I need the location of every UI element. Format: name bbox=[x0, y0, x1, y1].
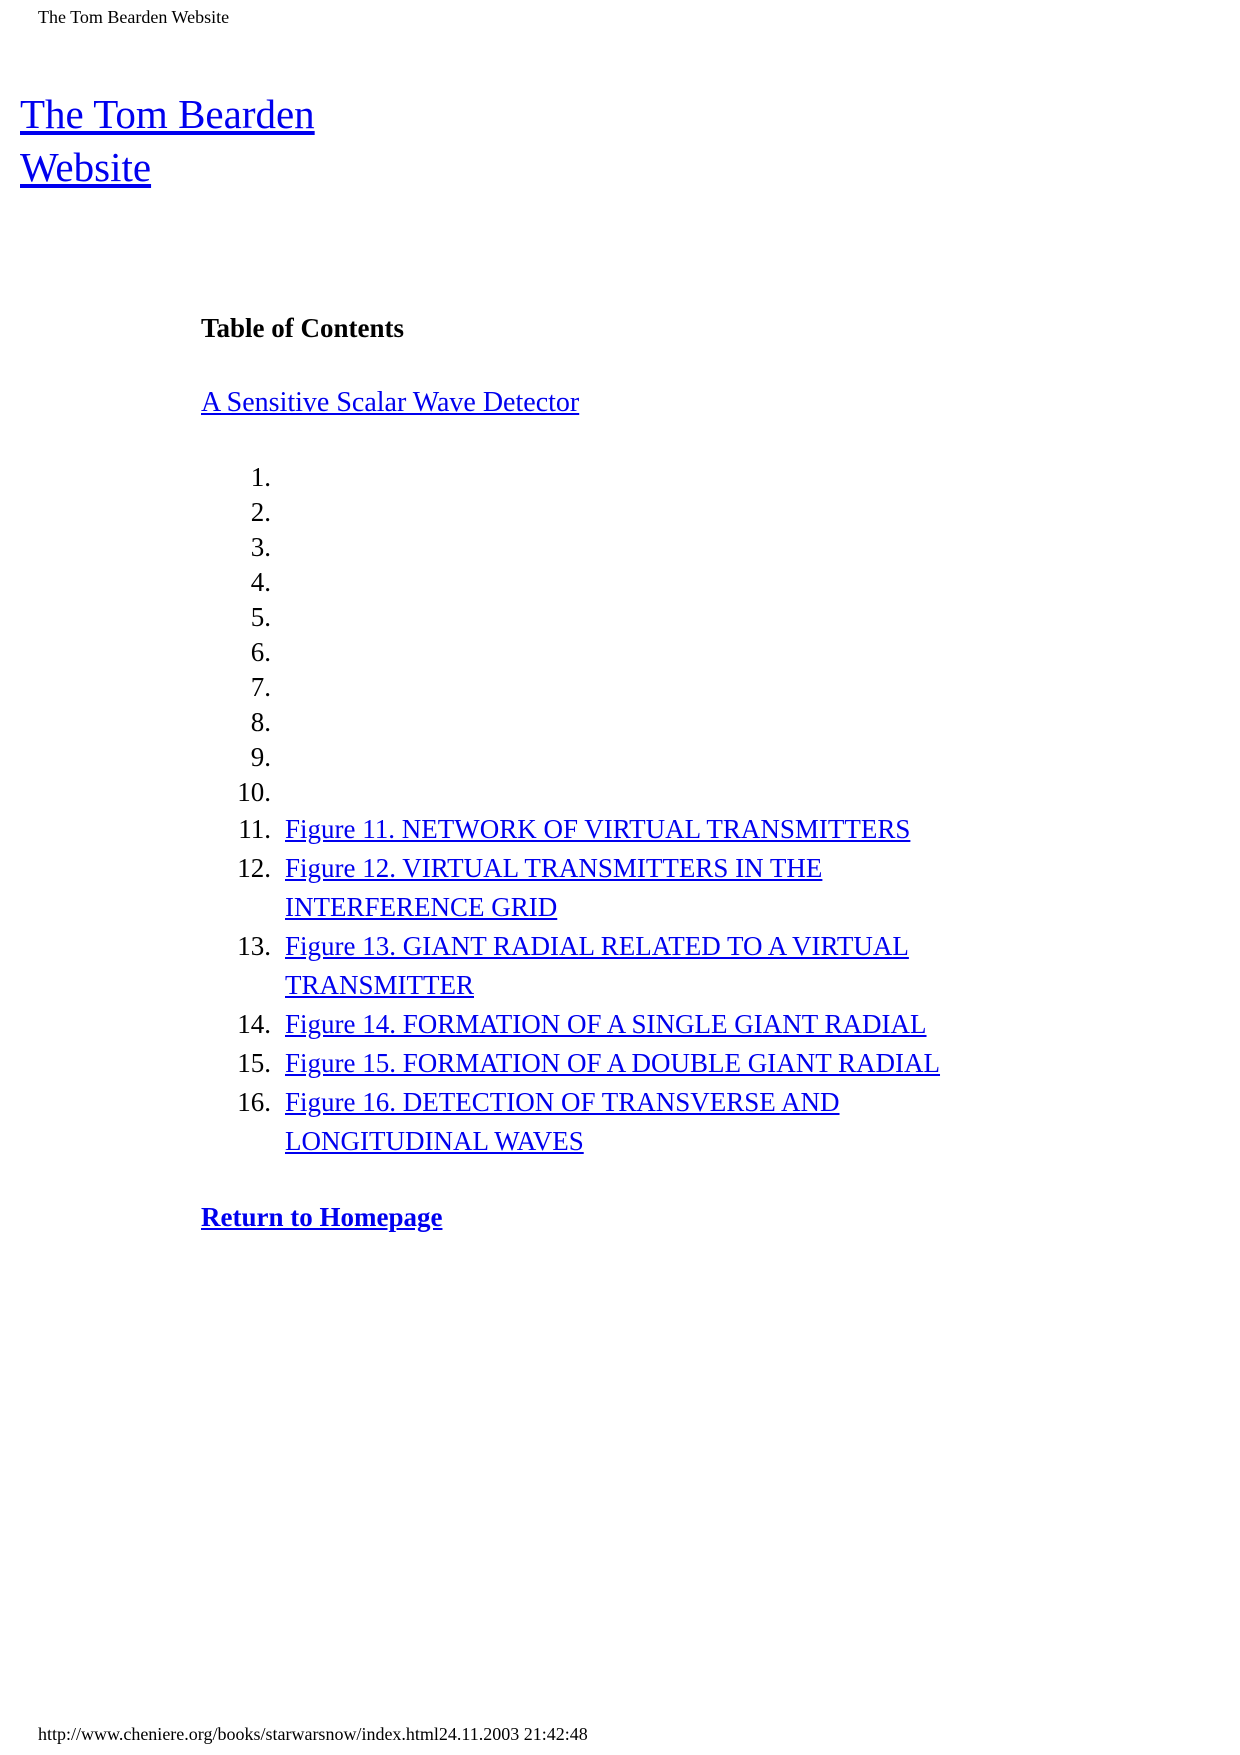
list-item-number: 8. bbox=[250, 707, 271, 737]
print-header: The Tom Bearden Website bbox=[38, 7, 230, 27]
list-item bbox=[201, 775, 1021, 810]
list-item-number: 5. bbox=[250, 602, 271, 632]
list-item-number: 16. bbox=[237, 1087, 271, 1117]
toc-heading: Table of Contents bbox=[201, 313, 405, 343]
list-item-number: 11. bbox=[238, 814, 271, 844]
list-item-number: 10. bbox=[237, 777, 271, 807]
list-item bbox=[201, 810, 1021, 849]
list-item bbox=[201, 1083, 1021, 1161]
list-item bbox=[201, 705, 1021, 740]
list-item-number: 1. bbox=[250, 462, 271, 492]
figure-16-link[interactable]: Figure 16. DETECTION OF TRANSVERSE AND LONGITUDINAL WAVES bbox=[285, 1087, 840, 1156]
figure-12-link[interactable]: Figure 12. VIRTUAL TRANSMITTERS IN THE INTERFERENCE GRID bbox=[285, 853, 823, 922]
figure-13-link[interactable]: Figure 13. GIANT RADIAL RELATED TO A VIRTUAL TRANSMITTER bbox=[285, 931, 909, 1000]
list-item bbox=[201, 495, 1021, 530]
list-item-number: 12. bbox=[237, 853, 271, 883]
main-content bbox=[201, 308, 1021, 1237]
list-item-number: 4. bbox=[250, 567, 271, 597]
list-item bbox=[201, 849, 1021, 927]
list-item bbox=[201, 635, 1021, 670]
list-item bbox=[201, 530, 1021, 565]
list-item-number: 13. bbox=[237, 931, 271, 961]
document-link[interactable]: A Sensitive Scalar Wave Detector bbox=[201, 387, 580, 418]
list-item bbox=[201, 1044, 1021, 1083]
list-item bbox=[201, 600, 1021, 635]
list-item-number: 9. bbox=[250, 742, 271, 772]
list-item-number: 2. bbox=[250, 497, 271, 527]
list-item-number: 7. bbox=[250, 672, 271, 702]
list-item bbox=[201, 460, 1021, 495]
list-item-number: 3. bbox=[250, 532, 271, 562]
list-item-number: 14. bbox=[237, 1009, 271, 1039]
list-item bbox=[201, 1005, 1021, 1044]
site-title-link[interactable]: The Tom Bearden Website bbox=[20, 91, 315, 190]
print-footer: http://www.cheniere.org/books/starwarsnow/index.html24.11.2003 21:42:48 bbox=[38, 1724, 588, 1744]
list-item bbox=[201, 670, 1021, 705]
site-title bbox=[20, 88, 380, 194]
list-item-number: 6. bbox=[250, 637, 271, 667]
list-item-number: 15. bbox=[237, 1048, 271, 1078]
list-item bbox=[201, 565, 1021, 600]
figure-14-link[interactable]: Figure 14. FORMATION OF A SINGLE GIANT RADIAL bbox=[285, 1009, 927, 1039]
return-to-homepage-link[interactable]: Return to Homepage bbox=[201, 1202, 443, 1232]
figure-11-link[interactable]: Figure 11. NETWORK OF VIRTUAL TRANSMITTERS bbox=[285, 814, 911, 844]
figure-15-link[interactable]: Figure 15. FORMATION OF A DOUBLE GIANT RADIAL bbox=[285, 1048, 941, 1078]
figure-list bbox=[201, 460, 1021, 1161]
list-item bbox=[201, 927, 1021, 1005]
list-item bbox=[201, 740, 1021, 775]
